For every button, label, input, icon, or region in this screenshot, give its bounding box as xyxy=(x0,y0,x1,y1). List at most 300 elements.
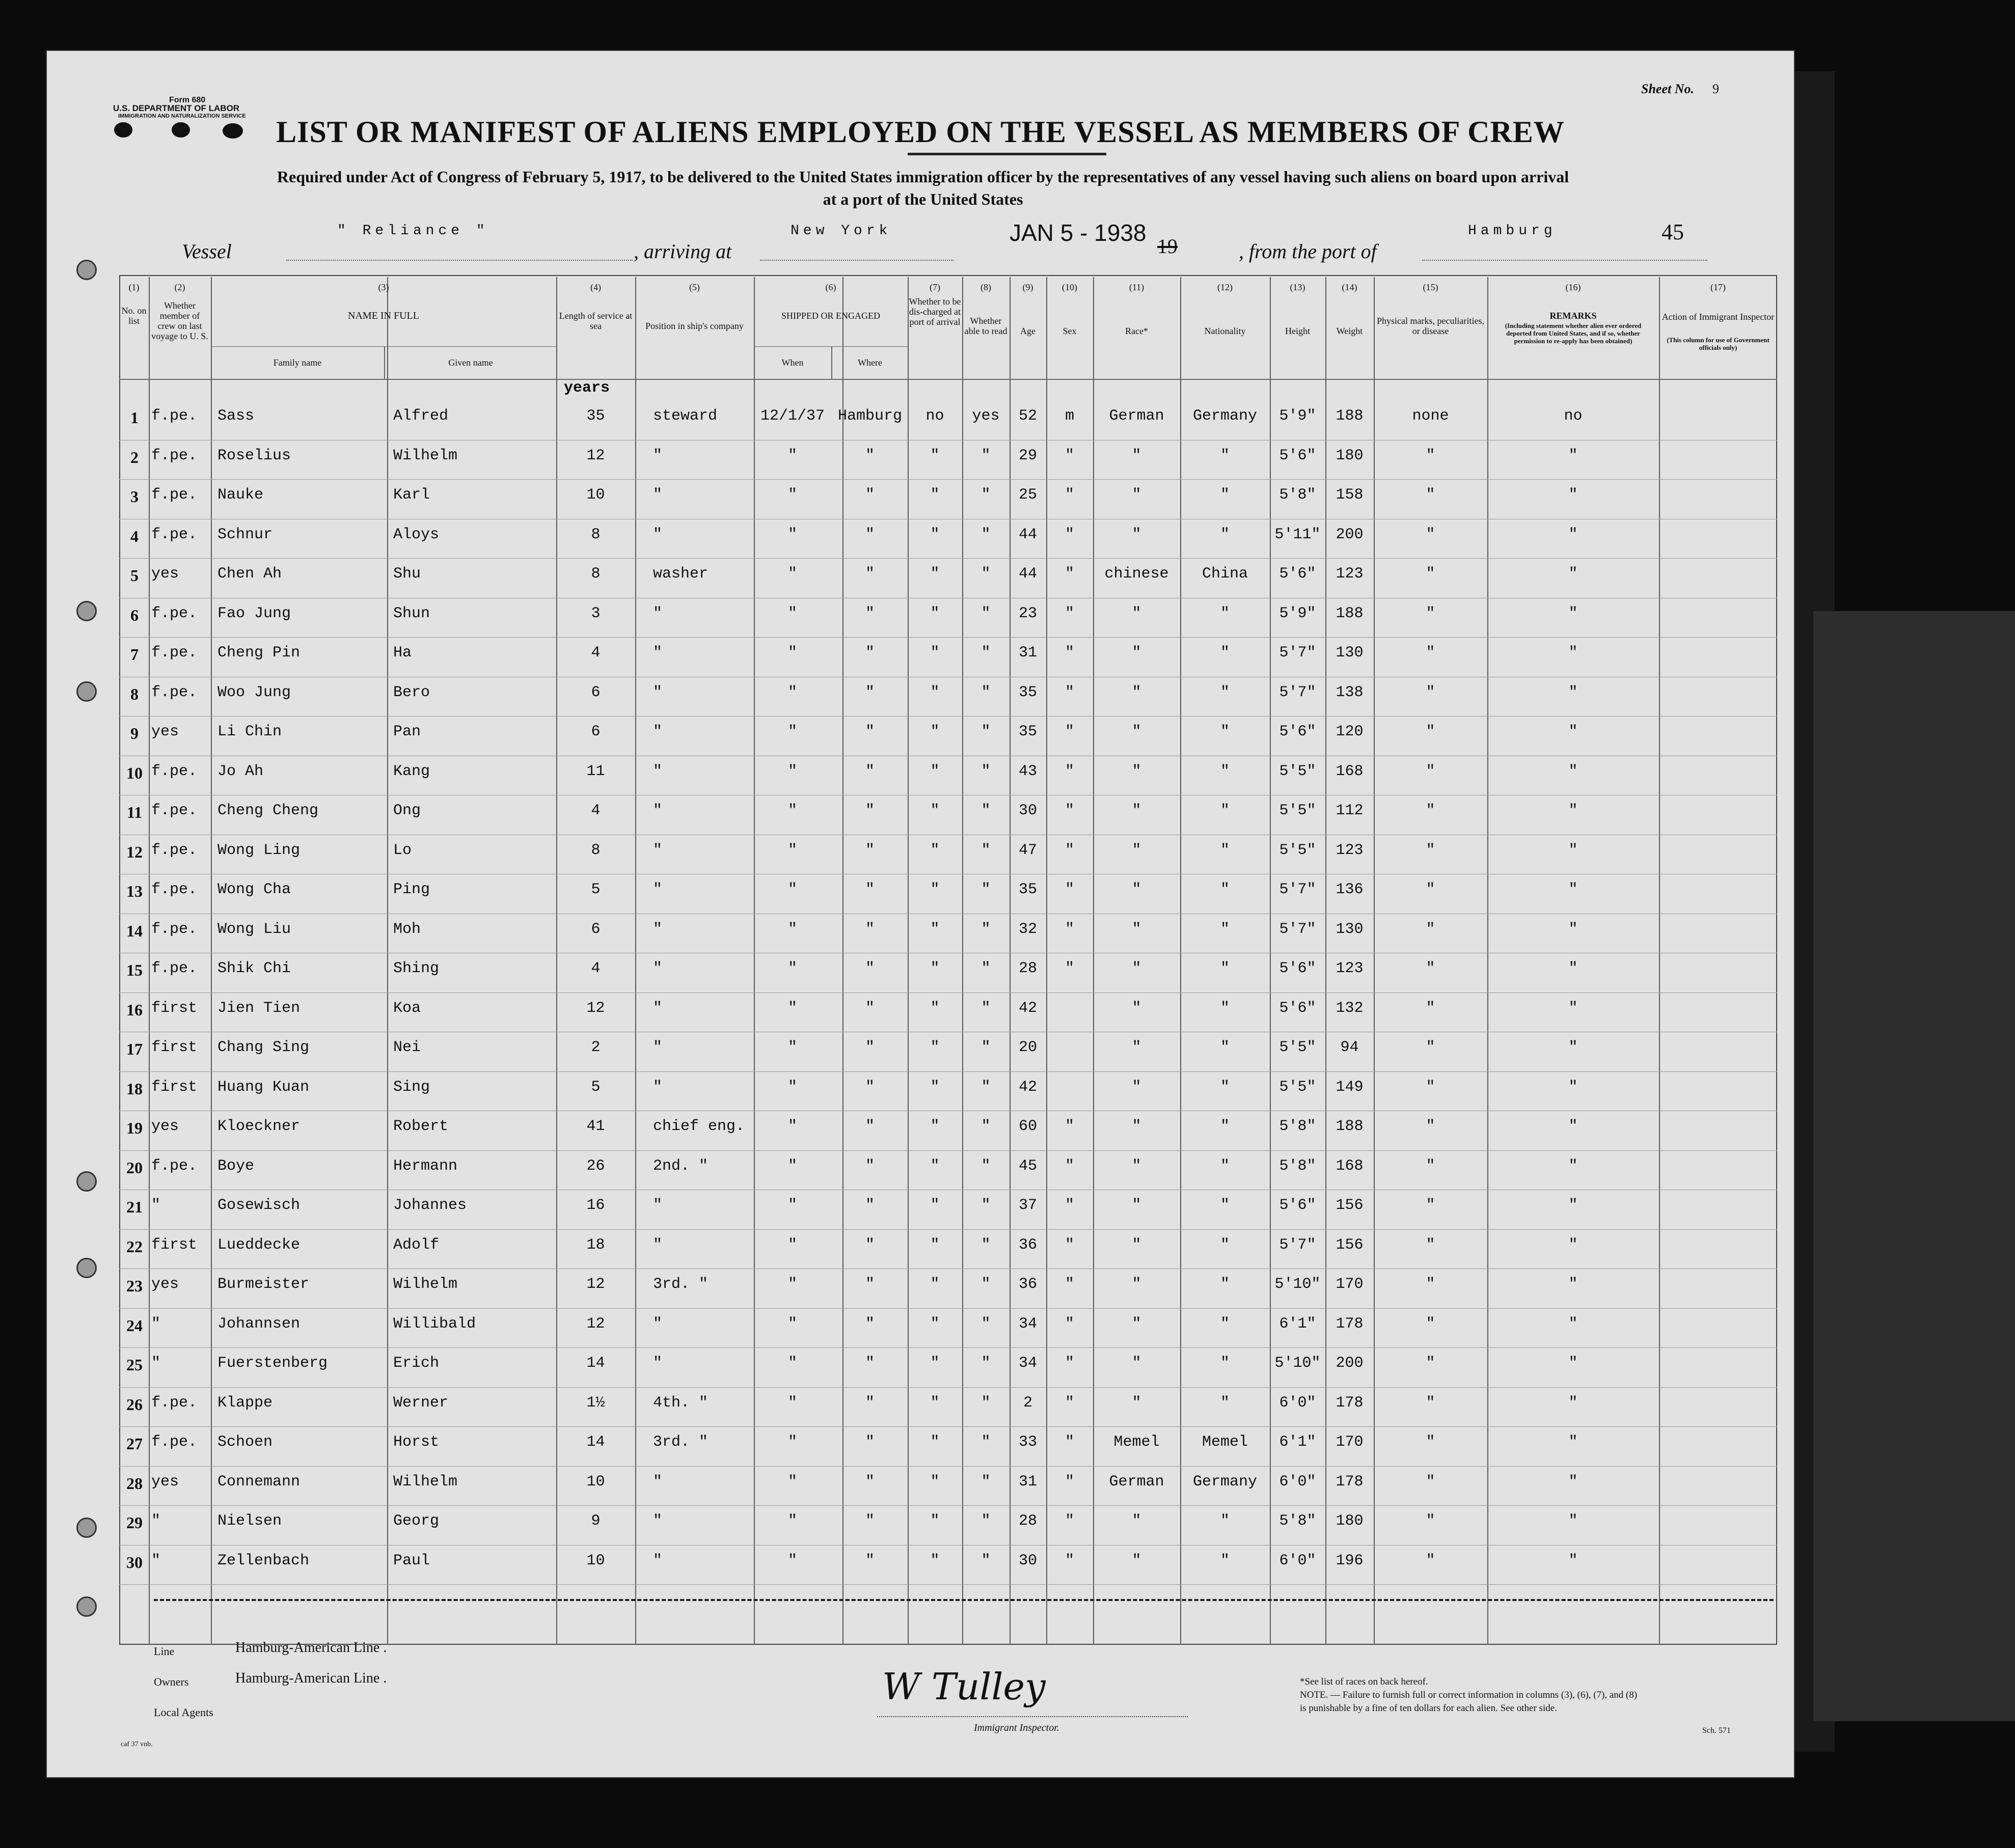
physical-marks-cell: " xyxy=(1426,526,1435,543)
discharged-cell: " xyxy=(930,1078,940,1096)
crew-status-cell: first xyxy=(151,1078,198,1096)
discharged-cell: " xyxy=(930,1552,940,1569)
row-number: 1 xyxy=(130,408,139,427)
nationality-cell: " xyxy=(1220,762,1230,780)
service-years-cell: 18 xyxy=(586,1236,605,1254)
able-to-read-cell: " xyxy=(981,1433,991,1451)
able-to-read-cell: " xyxy=(981,1157,991,1175)
crew-status-cell: yes xyxy=(151,1276,179,1293)
from-port: Hamburg xyxy=(1468,223,1557,239)
given-name-cell: Paul xyxy=(393,1552,430,1569)
height-cell: 5'6" xyxy=(1279,999,1316,1017)
row-number: 27 xyxy=(126,1435,143,1453)
able-to-read-cell: " xyxy=(981,1276,991,1293)
title-underline xyxy=(908,153,1106,155)
col-head-remarks-note: (Including statement whether alien ever ordered deported from United States, and if so, whether permission to re-apply has been obtained) xyxy=(1505,322,1642,345)
service-years-cell: 10 xyxy=(586,1552,605,1569)
service-years-cell: 6 xyxy=(591,723,601,740)
row-number: 5 xyxy=(130,566,139,585)
sex-cell: " xyxy=(1065,841,1074,859)
discharged-cell: " xyxy=(930,565,940,583)
row-rule xyxy=(119,1229,1777,1230)
shipped-when-cell: " xyxy=(787,1236,797,1254)
family-name-cell: Johannsen xyxy=(217,1315,301,1333)
family-name-cell: Wong Ling xyxy=(217,841,301,859)
position-cell: " xyxy=(653,486,663,504)
remarks-cell: " xyxy=(1568,644,1578,661)
nationality-cell: " xyxy=(1220,1552,1230,1569)
race-cell: " xyxy=(1132,881,1141,898)
col-num-4: (4) xyxy=(590,282,601,292)
service-years-cell: 41 xyxy=(586,1118,605,1135)
given-name-cell: Moh xyxy=(393,920,421,938)
col-num-7: (7) xyxy=(930,282,940,292)
given-name-cell: Kang xyxy=(393,762,430,780)
able-to-read-cell: " xyxy=(981,960,991,977)
service-years-cell: 4 xyxy=(591,802,601,819)
height-cell: 5'5" xyxy=(1279,802,1316,819)
crew-status-cell: f.pe. xyxy=(151,960,198,977)
weight-cell: 170 xyxy=(1336,1276,1364,1293)
owners-label: Owners xyxy=(154,1675,189,1688)
age-cell: 34 xyxy=(1018,1355,1037,1372)
crew-status-cell: f.pe. xyxy=(151,644,198,661)
family-name-cell: Fao Jung xyxy=(217,604,291,622)
discharged-cell: " xyxy=(930,920,940,938)
family-name-cell: Schoen xyxy=(217,1433,273,1451)
weight-cell: 123 xyxy=(1336,960,1364,977)
given-name-cell: Ha xyxy=(393,644,412,661)
col-num-3: (3) xyxy=(378,282,389,292)
nationality-cell: " xyxy=(1220,644,1230,661)
name-subdivider xyxy=(211,346,556,347)
height-cell: 5'7" xyxy=(1279,881,1316,898)
discharged-cell: " xyxy=(930,723,940,740)
discharged-cell: " xyxy=(930,960,940,977)
service-years-cell: 14 xyxy=(586,1433,605,1451)
given-name-cell: Aloys xyxy=(393,526,440,543)
race-cell: " xyxy=(1132,999,1141,1017)
crew-status-cell: f.pe. xyxy=(151,881,198,898)
crew-status-cell: " xyxy=(151,1197,161,1214)
family-name-cell: Cheng Cheng xyxy=(217,802,319,819)
row-rule xyxy=(119,1071,1777,1072)
crew-status-cell: f.pe. xyxy=(151,604,198,622)
row-rule xyxy=(119,1505,1777,1506)
binder-hole xyxy=(76,1258,97,1278)
physical-marks-cell: " xyxy=(1426,644,1435,661)
remarks-cell: " xyxy=(1568,683,1578,701)
given-name-cell: Alfred xyxy=(393,407,449,425)
discharged-cell: " xyxy=(930,604,940,622)
able-to-read-cell: " xyxy=(981,604,991,622)
weight-cell: 158 xyxy=(1336,486,1364,504)
col-head-age: Age xyxy=(1020,326,1036,336)
family-name-cell: Burmeister xyxy=(217,1276,310,1293)
binder-hole xyxy=(76,1596,97,1617)
position-cell: chief eng. xyxy=(653,1118,745,1135)
age-cell: 43 xyxy=(1018,762,1037,780)
binder-hole xyxy=(76,681,97,702)
given-name-cell: Bero xyxy=(393,683,430,701)
shipped-where-cell: " xyxy=(865,447,875,464)
discharged-cell: " xyxy=(930,1118,940,1135)
col-head-service: Length of service at sea xyxy=(559,311,633,331)
race-cell: " xyxy=(1132,802,1141,819)
crew-status-cell: " xyxy=(151,1355,161,1372)
row-number: 15 xyxy=(126,961,143,979)
sex-cell: " xyxy=(1065,1276,1074,1293)
age-cell: 42 xyxy=(1018,1078,1037,1096)
age-cell: 31 xyxy=(1018,1473,1037,1491)
service-years-cell: 6 xyxy=(591,683,601,701)
col-head-height: Height xyxy=(1285,326,1310,336)
row-number: 4 xyxy=(130,527,139,545)
position-cell: " xyxy=(653,1236,663,1254)
shipped-when-cell: " xyxy=(787,1078,797,1096)
physical-marks-cell: none xyxy=(1412,407,1449,425)
shipped-where-cell: " xyxy=(865,644,875,661)
row-number: 28 xyxy=(126,1474,143,1493)
shipped-when-cell: " xyxy=(787,683,797,701)
sex-cell: " xyxy=(1065,1315,1074,1333)
age-cell: 60 xyxy=(1018,1118,1037,1135)
col-head-shipped: SHIPPED OR ENGAGED xyxy=(781,311,880,321)
weight-cell: 188 xyxy=(1336,604,1364,622)
height-cell: 5'9" xyxy=(1279,604,1316,622)
remarks-cell: " xyxy=(1568,604,1578,622)
row-number: 25 xyxy=(126,1356,143,1374)
shipped-when-cell: " xyxy=(787,447,797,464)
race-cell: " xyxy=(1132,1315,1141,1333)
row-number: 30 xyxy=(126,1553,143,1571)
nationality-cell: " xyxy=(1220,1355,1230,1372)
row-number: 20 xyxy=(126,1158,143,1177)
sex-cell: " xyxy=(1065,1236,1074,1254)
age-cell: 34 xyxy=(1018,1315,1037,1333)
shipped-where-cell: " xyxy=(865,841,875,859)
age-cell: 35 xyxy=(1018,723,1037,740)
shipped-where-cell: " xyxy=(865,1355,875,1372)
col-num-13: (13) xyxy=(1290,282,1305,292)
position-cell: " xyxy=(653,802,663,819)
col-head-read: Whether able to read xyxy=(964,316,1008,336)
years-label: years xyxy=(564,379,610,397)
race-cell: " xyxy=(1132,486,1141,504)
physical-marks-cell: " xyxy=(1426,604,1435,622)
age-cell: 29 xyxy=(1018,447,1037,464)
shipped-where-cell: " xyxy=(865,999,875,1017)
height-cell: 5'8" xyxy=(1279,486,1316,504)
physical-marks-cell: " xyxy=(1426,960,1435,977)
family-name-cell: Huang Kuan xyxy=(217,1078,310,1096)
physical-marks-cell: " xyxy=(1426,1236,1435,1254)
inspector-label: Immigrant Inspector. xyxy=(974,1722,1059,1733)
age-cell: 37 xyxy=(1018,1197,1037,1214)
row-number: 8 xyxy=(130,684,139,703)
position-cell: " xyxy=(653,999,663,1017)
remarks-cell: " xyxy=(1568,565,1578,583)
sex-cell: " xyxy=(1065,1157,1074,1175)
discharged-cell: " xyxy=(930,1039,940,1056)
col-head-sex: Sex xyxy=(1063,326,1077,336)
given-name-cell: Willibald xyxy=(393,1315,476,1333)
service-years-cell: 12 xyxy=(586,1276,605,1293)
position-cell: " xyxy=(653,1197,663,1214)
given-name-cell: Karl xyxy=(393,486,430,504)
nationality-cell: " xyxy=(1220,841,1230,859)
arriving-port: New York xyxy=(791,223,892,239)
position-cell: 2nd. " xyxy=(653,1157,709,1175)
race-cell: " xyxy=(1132,447,1141,464)
row-rule xyxy=(119,1150,1777,1151)
sex-cell: " xyxy=(1065,920,1074,938)
shipped-where-cell: " xyxy=(865,604,875,622)
height-cell: 5'6" xyxy=(1279,447,1316,464)
physical-marks-cell: " xyxy=(1426,1552,1435,1569)
position-cell: " xyxy=(653,526,663,543)
nationality-cell: " xyxy=(1220,447,1230,464)
height-cell: 5'6" xyxy=(1279,565,1316,583)
row-number: 18 xyxy=(126,1079,143,1098)
weight-cell: 168 xyxy=(1336,762,1364,780)
position-cell: 3rd. " xyxy=(653,1433,709,1451)
shipped-where-cell: Hamburg xyxy=(837,407,903,425)
remarks-cell: " xyxy=(1568,1315,1578,1333)
column-divider xyxy=(1659,277,1660,1645)
sex-cell: m xyxy=(1065,407,1074,425)
given-name-cell: Wilhelm xyxy=(393,1473,458,1491)
nationality-cell: Germany xyxy=(1192,407,1258,425)
able-to-read-cell: " xyxy=(981,841,991,859)
discharged-cell: " xyxy=(930,762,940,780)
manifest-number: 45 xyxy=(1662,219,1684,244)
column-divider xyxy=(211,277,212,1645)
given-name-cell: Nei xyxy=(393,1039,421,1056)
col-head-inspector-note: (This column for use of Government officials only) xyxy=(1667,336,1769,351)
shipped-when-cell: " xyxy=(787,1039,797,1056)
family-name-cell: Zellenbach xyxy=(217,1552,310,1569)
given-name-cell: Wilhelm xyxy=(393,1276,458,1293)
race-cell: " xyxy=(1132,1197,1141,1214)
shipped-where-cell: " xyxy=(865,881,875,898)
race-cell: " xyxy=(1132,841,1141,859)
age-cell: 44 xyxy=(1018,526,1037,543)
crew-status-cell: yes xyxy=(151,1473,179,1491)
service-years-cell: 8 xyxy=(591,526,601,543)
able-to-read-cell: " xyxy=(981,1236,991,1254)
service-years-cell: 16 xyxy=(586,1197,605,1214)
row-number: 24 xyxy=(126,1316,143,1335)
height-cell: 5'5" xyxy=(1279,1039,1316,1056)
able-to-read-cell: " xyxy=(981,526,991,543)
family-name-cell: Boye xyxy=(217,1157,255,1175)
able-to-read-cell: " xyxy=(981,644,991,661)
crew-status-cell: f.pe. xyxy=(151,841,198,859)
crew-status-cell: " xyxy=(151,1315,161,1333)
discharged-cell: " xyxy=(930,526,940,543)
from-port-underline xyxy=(1422,260,1707,261)
print-code: caf 37 vnb. xyxy=(121,1741,153,1748)
able-to-read-cell: " xyxy=(981,1078,991,1096)
service-years-cell: 6 xyxy=(591,920,601,938)
weight-cell: 130 xyxy=(1336,644,1364,661)
manifest-sheet xyxy=(47,51,1794,1777)
crew-status-cell: " xyxy=(151,1552,161,1569)
service-years-cell: 4 xyxy=(591,644,601,661)
remarks-cell: " xyxy=(1568,841,1578,859)
sex-cell: " xyxy=(1065,1433,1074,1451)
age-cell: 31 xyxy=(1018,644,1037,661)
col-head-inspector: Action of Immigrant Inspector xyxy=(1662,312,1775,322)
subtitle-line-2: at a port of the United States xyxy=(823,190,1023,208)
discharged-cell: " xyxy=(930,683,940,701)
able-to-read-cell: " xyxy=(981,881,991,898)
race-cell: " xyxy=(1132,1039,1141,1056)
row-number: 19 xyxy=(126,1119,143,1137)
race-cell: " xyxy=(1132,1118,1141,1135)
able-to-read-cell: " xyxy=(981,1355,991,1372)
weight-cell: 188 xyxy=(1336,407,1364,425)
height-cell: 5'5" xyxy=(1279,1078,1316,1096)
row-rule xyxy=(119,1584,1777,1585)
row-number: 21 xyxy=(126,1198,143,1216)
age-cell: 25 xyxy=(1018,486,1037,504)
remarks-cell: " xyxy=(1568,1039,1578,1056)
race-cell: Memel xyxy=(1113,1433,1160,1451)
service-years-cell: 11 xyxy=(586,762,605,780)
age-cell: 33 xyxy=(1018,1433,1037,1451)
row-number: 13 xyxy=(126,882,143,900)
age-cell: 20 xyxy=(1018,1039,1037,1056)
race-cell: " xyxy=(1132,683,1141,701)
service-years-cell: 9 xyxy=(591,1512,601,1530)
able-to-read-cell: " xyxy=(981,1315,991,1333)
position-cell: " xyxy=(653,762,663,780)
shipped-when-cell: " xyxy=(787,1473,797,1491)
race-cell: chinese xyxy=(1104,565,1169,583)
col-num-11: (11) xyxy=(1129,282,1145,292)
sex-cell: " xyxy=(1065,1355,1074,1372)
shipped-when-cell: " xyxy=(787,1512,797,1530)
discharged-cell: " xyxy=(930,1157,940,1175)
remarks-cell: " xyxy=(1568,762,1578,780)
service-years-cell: 35 xyxy=(586,407,605,425)
height-cell: 5'9" xyxy=(1279,407,1316,425)
discharged-cell: " xyxy=(930,1236,940,1254)
nationality-cell: " xyxy=(1220,1118,1230,1135)
nationality-cell: " xyxy=(1220,1512,1230,1530)
sex-cell: " xyxy=(1065,762,1074,780)
weight-cell: 138 xyxy=(1336,683,1364,701)
shipped-where-cell: " xyxy=(865,1433,875,1451)
height-cell: 6'0" xyxy=(1279,1473,1316,1491)
discharged-cell: " xyxy=(930,486,940,504)
binder-hole xyxy=(76,1171,97,1192)
weight-cell: 200 xyxy=(1336,526,1364,543)
weight-cell: 188 xyxy=(1336,1118,1364,1135)
struck-year: 19 xyxy=(1157,235,1178,258)
discharged-cell: " xyxy=(930,841,940,859)
row-rule xyxy=(119,558,1777,559)
sex-cell: " xyxy=(1065,1394,1074,1412)
race-cell: " xyxy=(1132,960,1141,977)
col-num-16: (16) xyxy=(1565,282,1581,292)
given-name-cell: Robert xyxy=(393,1118,449,1135)
sex-cell: " xyxy=(1065,960,1074,977)
nationality-cell: " xyxy=(1220,802,1230,819)
race-cell: " xyxy=(1132,920,1141,938)
able-to-read-cell: " xyxy=(981,565,991,583)
physical-marks-cell: " xyxy=(1426,1473,1435,1491)
col-head-no: No. on list xyxy=(121,306,147,326)
vessel-name: " Reliance " xyxy=(337,223,489,239)
family-name-cell: Klappe xyxy=(217,1394,273,1412)
weight-cell: 149 xyxy=(1336,1078,1364,1096)
crew-status-cell: f.pe. xyxy=(151,1394,198,1412)
crew-status-cell: f.pe. xyxy=(151,1433,198,1451)
height-cell: 5'8" xyxy=(1279,1157,1316,1175)
column-divider xyxy=(387,277,388,1645)
page-subtitle xyxy=(139,166,1707,210)
service-years-cell: 14 xyxy=(586,1355,605,1372)
physical-marks-cell: " xyxy=(1426,723,1435,740)
shipped-where-cell: " xyxy=(865,762,875,780)
family-name-cell: Sass xyxy=(217,407,255,425)
sex-cell: " xyxy=(1065,1118,1074,1135)
shipped-where-cell: " xyxy=(865,1315,875,1333)
arriving-label: , arriving at xyxy=(634,240,732,263)
service-years-cell: 12 xyxy=(586,999,605,1017)
shipped-subdivider xyxy=(754,346,908,347)
service-years-cell: 12 xyxy=(586,447,605,464)
position-cell: " xyxy=(653,604,663,622)
weight-cell: 180 xyxy=(1336,447,1364,464)
col-head-position: Position in ship's company xyxy=(645,321,744,331)
able-to-read-cell: " xyxy=(981,1552,991,1569)
position-cell: " xyxy=(653,723,663,740)
family-name-cell: Roselius xyxy=(217,447,291,464)
family-name-cell: Kloeckner xyxy=(217,1118,301,1135)
physical-marks-cell: " xyxy=(1426,802,1435,819)
shipped-where-cell: " xyxy=(865,802,875,819)
given-name-cell: Hermann xyxy=(393,1157,458,1175)
row-rule xyxy=(119,992,1777,993)
remarks-cell: " xyxy=(1568,1473,1578,1491)
weight-cell: 123 xyxy=(1336,841,1364,859)
family-name-cell: Li Chin xyxy=(217,723,282,740)
row-number: 2 xyxy=(130,448,139,466)
col-head-family-name: Family name xyxy=(273,357,322,368)
able-to-read-cell: " xyxy=(981,1197,991,1214)
shipped-where-cell: " xyxy=(865,486,875,504)
shipped-where-cell: " xyxy=(865,1276,875,1293)
race-cell: " xyxy=(1132,1236,1141,1254)
race-cell: " xyxy=(1132,1355,1141,1372)
col-head-physical-marks: Physical marks, peculiarities, or disease xyxy=(1377,316,1484,336)
height-cell: 6'0" xyxy=(1279,1552,1316,1569)
physical-marks-cell: " xyxy=(1426,1276,1435,1293)
nationality-cell: " xyxy=(1220,486,1230,504)
nationality-cell: " xyxy=(1220,604,1230,622)
physical-marks-cell: " xyxy=(1426,881,1435,898)
header-divider xyxy=(119,379,1777,380)
row-number: 12 xyxy=(126,842,143,861)
given-name-cell: Adolf xyxy=(393,1236,440,1254)
sex-cell: " xyxy=(1065,1473,1074,1491)
race-cell: " xyxy=(1132,1512,1141,1530)
col-head-remarks: REMARKS xyxy=(1549,311,1597,321)
